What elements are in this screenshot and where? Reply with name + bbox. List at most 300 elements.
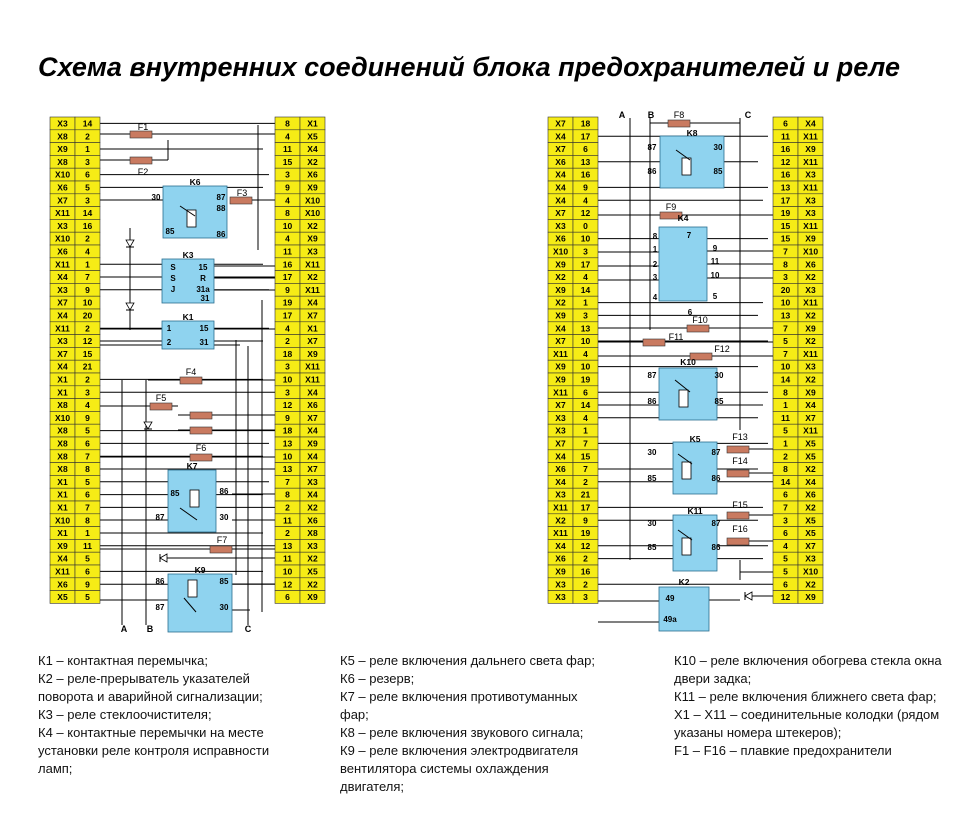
left-connector-label: 6: [285, 592, 290, 603]
right-connector-row: [773, 168, 823, 181]
fuse: [210, 546, 232, 553]
right-connector-label: X4: [555, 131, 566, 142]
right-connector-label: X2: [555, 297, 566, 308]
left-connector-label: X6: [57, 182, 68, 193]
left-connector-label: 13: [282, 438, 293, 449]
right-connector-label: 7: [583, 464, 588, 475]
left-connector-label: 9: [285, 284, 290, 295]
relay-coil: [187, 210, 196, 227]
left-connector-label: 8: [285, 118, 290, 129]
left-connector-label: X7: [307, 336, 318, 347]
right-connector-row: [773, 475, 823, 488]
right-connector-label: 3: [583, 592, 588, 603]
legend-line: поворота и аварийной сигнализации;: [38, 689, 263, 704]
right-connector-label: 21: [580, 489, 591, 500]
right-connector-label: 13: [780, 310, 791, 321]
relay-pin-label: 86: [711, 474, 721, 483]
relay-name: K11: [687, 506, 703, 516]
left-connector-label: 7: [85, 272, 90, 283]
right-connector-label: 7: [783, 502, 788, 513]
right-connector-label: X3: [555, 412, 566, 423]
diagram-title: Схема внутренних соединений блока предохранителей и реле: [38, 52, 901, 82]
right-connector-row: [773, 527, 823, 540]
right-connector-label: X4: [555, 169, 566, 180]
right-connector-label: 2: [583, 476, 588, 487]
left-connector-label: X10: [54, 412, 71, 423]
right-connector-label: X4: [555, 323, 566, 334]
right-connector-label: 13: [780, 182, 791, 193]
right-connector-label: 6: [783, 118, 788, 129]
right-connector-label: 13: [580, 323, 591, 334]
left-connector-row: [50, 386, 100, 399]
right-connector-row: [773, 514, 823, 527]
right-connector-label: X9: [555, 566, 566, 577]
legend-line: К10 – реле включения обогрева стекла окна: [674, 653, 942, 668]
left-connector-label: 5: [85, 476, 90, 487]
right-connector-label: X3: [805, 208, 816, 219]
diode: [160, 554, 167, 562]
right-connector-row: [773, 463, 823, 476]
relay-pin-label: 87: [711, 448, 721, 457]
left-connector-label: X4: [57, 272, 68, 283]
right-connector-row: [548, 539, 598, 552]
right-connector-label: 5: [783, 425, 788, 436]
relay-pin-label: 49a: [663, 615, 677, 624]
relay-pin-label: 86: [219, 487, 229, 496]
right-connector-row: [548, 347, 598, 360]
right-connector-row: [548, 309, 598, 322]
right-connector-label: X4: [555, 476, 566, 487]
fuse-label: F15: [732, 500, 748, 510]
fuse: [727, 512, 749, 519]
left-connector-row: [50, 143, 100, 156]
right-connector-label: 11: [781, 412, 790, 423]
left-connector-label: 8: [85, 464, 90, 475]
left-connector-label: X9: [307, 182, 318, 193]
left-connector-row: [275, 450, 325, 463]
right-connector-row: [773, 194, 823, 207]
right-connector-label: 9: [583, 515, 588, 526]
right-connector-row: [773, 219, 823, 232]
fuse-label: F13: [732, 432, 748, 442]
right-connector-row: [548, 552, 598, 565]
right-connector-label: X7: [805, 540, 816, 551]
right-connector-row: [548, 373, 598, 386]
left-connector-row: [275, 463, 325, 476]
right-connector-row: [773, 130, 823, 143]
right-connector-label: X11: [803, 182, 818, 193]
left-connector-row: [50, 463, 100, 476]
right-connector-row: [548, 194, 598, 207]
fuse-label: F4: [185, 367, 197, 377]
left-connector-label: 1: [85, 528, 90, 539]
right-connector-label: X3: [555, 579, 566, 590]
left-connector-label: X1: [57, 374, 68, 385]
left-connector-row: [275, 360, 325, 373]
right-connector-label: X10: [802, 246, 819, 257]
legend-line: К4 – контактные перемычки на месте: [38, 725, 264, 740]
right-connector-label: X9: [555, 284, 566, 295]
right-connector-label: 16: [780, 169, 791, 180]
left-connector-row: [275, 475, 325, 488]
right-connector-label: X3: [805, 553, 816, 564]
relay-pin-label: 30: [219, 603, 229, 612]
left-connector-label: 5: [85, 425, 90, 436]
right-connector-label: 10: [780, 361, 791, 372]
relay-pin-label: 4: [652, 293, 658, 302]
right-connector-label: 13: [580, 156, 591, 167]
right-connector-row: [548, 207, 598, 220]
left-connector-label: 6: [85, 489, 90, 500]
right-connector-label: 6: [583, 144, 588, 155]
left-connector-row: [275, 258, 325, 271]
left-connector-label: X3: [307, 540, 318, 551]
left-connector-row: [50, 591, 100, 604]
right-connector-row: [548, 335, 598, 348]
right-connector-label: X10: [552, 246, 569, 257]
legend-line: вентилятора системы охлаждения: [340, 761, 549, 776]
right-connector-label: X10: [802, 566, 819, 577]
right-connector-label: X11: [803, 297, 818, 308]
legend-line: F1 – F16 – плавкие предохранители: [674, 743, 892, 758]
fuse-label: F9: [665, 202, 677, 212]
right-connector-row: [773, 565, 823, 578]
right-connector-row: [548, 501, 598, 514]
right-connector-label: 4: [583, 348, 588, 359]
right-connector-label: X9: [805, 323, 816, 334]
fuse: [668, 120, 690, 127]
relay-name: K4: [677, 213, 689, 223]
left-connector-row: [275, 271, 325, 284]
right-connector-label: 20: [780, 284, 791, 295]
right-connector-row: [548, 143, 598, 156]
right-connector-row: [773, 424, 823, 437]
left-connector-label: 8: [85, 515, 90, 526]
left-connector-row: [50, 399, 100, 412]
right-connector-label: 19: [580, 528, 591, 539]
left-connector-row: [50, 527, 100, 540]
right-connector-row: [773, 411, 823, 424]
relay-pin-label: 9: [712, 244, 718, 253]
right-connector-row: [548, 322, 598, 335]
right-connector-label: X3: [805, 284, 816, 295]
relay-name: K2: [678, 577, 690, 587]
fuse: [687, 325, 709, 332]
left-connector-label: X5: [307, 566, 318, 577]
left-connector-label: X9: [307, 592, 318, 603]
relay-coil: [679, 390, 688, 407]
left-connector-row: [275, 386, 325, 399]
right-connector-label: 4: [583, 412, 588, 423]
right-connector-label: X9: [555, 310, 566, 321]
left-connector-label: X8: [57, 464, 68, 475]
right-connector-label: 3: [783, 515, 788, 526]
right-connector-label: 6: [583, 387, 588, 398]
right-connector-row: [548, 245, 598, 258]
left-connector-label: 15: [282, 156, 293, 167]
right-connector-label: X4: [805, 400, 816, 411]
right-connector-label: X11: [803, 425, 818, 436]
left-connector-row: [275, 424, 325, 437]
right-connector-row: [773, 283, 823, 296]
right-connector-label: X5: [805, 528, 816, 539]
right-connector-label: 2: [583, 579, 588, 590]
bus-label: A: [618, 110, 626, 120]
left-connector-label: X4: [307, 144, 318, 155]
legend-line: двери задка;: [674, 671, 752, 686]
relay-pin-label: 87: [647, 143, 657, 152]
relay-name: K5: [689, 434, 701, 444]
left-connector-row: [275, 245, 325, 258]
legend-line: К1 – контактная перемычка;: [38, 653, 208, 668]
right-connector-row: [773, 539, 823, 552]
left-connector-row: [50, 232, 100, 245]
right-connector-label: 15: [780, 233, 791, 244]
right-connector-row: [773, 450, 823, 463]
left-connector-row: [275, 539, 325, 552]
left-connector-label: 3: [285, 361, 290, 372]
right-connector-label: 1: [583, 297, 588, 308]
right-connector-row: [548, 437, 598, 450]
left-connector-label: 4: [285, 323, 290, 334]
right-connector-label: 15: [780, 220, 791, 231]
left-connector-row: [50, 539, 100, 552]
right-connector-label: X2: [555, 515, 566, 526]
right-connector-row: [773, 501, 823, 514]
right-connector-row: [773, 143, 823, 156]
bus-label: C: [744, 110, 752, 120]
left-connector-label: 7: [285, 476, 290, 487]
left-connector-label: X8: [57, 131, 68, 142]
right-connector-label: 1: [783, 438, 788, 449]
left-connector-label: 12: [82, 336, 93, 347]
relay-pin-label: 86: [216, 230, 226, 239]
relay-name: K8: [686, 128, 698, 138]
right-connector-label: 7: [783, 348, 788, 359]
right-connector-label: 3: [783, 272, 788, 283]
left-connector-row: [275, 207, 325, 220]
relay-pin-label: 30: [713, 143, 723, 152]
right-connector-row: [548, 386, 598, 399]
relay-body: [673, 442, 717, 494]
right-connector-row: [773, 155, 823, 168]
fuse-label: F6: [195, 443, 207, 453]
left-connector-label: X4: [57, 310, 68, 321]
right-connector-row: [773, 207, 823, 220]
left-connector-label: 3: [285, 387, 290, 398]
right-connector-label: 6: [783, 579, 788, 590]
right-connector-label: X4: [805, 476, 816, 487]
left-connector-label: X2: [307, 156, 318, 167]
left-connector-row: [50, 296, 100, 309]
right-connector-row: [773, 296, 823, 309]
right-connector-label: X9: [805, 144, 816, 155]
fuse: [190, 427, 212, 434]
right-connector-row: [548, 258, 598, 271]
left-connector-row: [275, 552, 325, 565]
right-connector-row: [548, 271, 598, 284]
right-connector-label: X4: [555, 540, 566, 551]
left-connector-label: 11: [83, 540, 92, 551]
left-connector-label: X7: [307, 412, 318, 423]
left-connector-row: [50, 155, 100, 168]
right-connector-row: [773, 437, 823, 450]
left-connector-row: [50, 181, 100, 194]
left-connector-label: 6: [85, 566, 90, 577]
right-connector-row: [773, 117, 823, 130]
right-connector-label: X3: [555, 489, 566, 500]
diode: [144, 422, 152, 429]
left-connector-row: [275, 411, 325, 424]
right-connector-row: [773, 552, 823, 565]
relay-pin-label: 87: [155, 513, 165, 522]
right-connector-row: [548, 360, 598, 373]
relay-pin-label: 30: [647, 519, 657, 528]
fuse: [230, 197, 252, 204]
left-connector-row: [275, 194, 325, 207]
left-connector-label: X10: [54, 515, 71, 526]
left-connector-label: X10: [54, 169, 71, 180]
left-connector-label: X9: [307, 233, 318, 244]
right-connector-label: X5: [805, 515, 816, 526]
right-connector-label: X5: [805, 451, 816, 462]
left-connector-row: [50, 219, 100, 232]
relay-name: K9: [194, 565, 206, 575]
right-connector-label: X11: [553, 387, 568, 398]
left-connector-row: [275, 283, 325, 296]
relay-pin-label: 1: [166, 324, 172, 333]
right-connector-row: [773, 347, 823, 360]
right-connector-row: [548, 296, 598, 309]
right-connector-row: [548, 591, 598, 604]
right-connector-row: [548, 450, 598, 463]
right-connector-label: X9: [555, 374, 566, 385]
legend-line: К3 – реле стеклоочистителя;: [38, 707, 212, 722]
right-connector-label: X11: [803, 131, 818, 142]
right-connector-row: [548, 565, 598, 578]
relay-pin-label: 5: [712, 292, 718, 301]
left-connector-label: 13: [282, 464, 293, 475]
left-connector-label: X3: [57, 220, 68, 231]
right-connector-row: [548, 488, 598, 501]
right-connector-label: X5: [805, 438, 816, 449]
relay-pin-label: 85: [647, 474, 657, 483]
right-connector-row: [548, 219, 598, 232]
right-connector-row: [773, 386, 823, 399]
relay-pin-label: S: [170, 274, 176, 283]
right-connector-label: X4: [805, 118, 816, 129]
relay-pin-label: 30: [151, 193, 161, 202]
right-connector-label: 16: [780, 144, 791, 155]
relay-pin-label: 85: [219, 577, 229, 586]
right-connector-row: [548, 130, 598, 143]
left-connector-label: 18: [282, 348, 293, 359]
left-connector-label: X9: [57, 540, 68, 551]
legend-line: К7 – реле включения противотуманных: [340, 689, 578, 704]
right-connector-label: 12: [580, 540, 591, 551]
right-connector-row: [548, 578, 598, 591]
left-connector-label: 1: [85, 144, 90, 155]
left-connector-label: X4: [57, 361, 68, 372]
left-connector-label: X3: [307, 476, 318, 487]
left-connector-label: 10: [82, 297, 93, 308]
left-connector-label: X11: [305, 284, 320, 295]
left-connector-row: [50, 514, 100, 527]
left-connector-label: 11: [283, 144, 292, 155]
left-connector-label: X8: [57, 400, 68, 411]
right-connector-label: 17: [580, 502, 591, 513]
left-connector-row: [275, 501, 325, 514]
relay-pin-label: 2: [652, 260, 658, 269]
relay-coil: [682, 462, 691, 479]
left-connector-label: 3: [85, 156, 90, 167]
right-connector-label: 19: [780, 208, 791, 219]
relay-coil: [190, 490, 199, 507]
right-connector-label: X7: [555, 208, 566, 219]
left-connector-row: [50, 335, 100, 348]
left-connector-row: [275, 143, 325, 156]
right-connector-label: 14: [780, 374, 791, 385]
fuse-label: F3: [236, 188, 248, 198]
right-connector-label: 7: [583, 438, 588, 449]
right-connector-label: 7: [783, 246, 788, 257]
left-connector-row: [50, 373, 100, 386]
legend-line: ламп;: [38, 761, 73, 776]
right-connector-label: X11: [553, 348, 568, 359]
relay-pin-label: 85: [170, 489, 180, 498]
left-connector-label: X8: [307, 528, 318, 539]
right-connector-label: X11: [803, 220, 818, 231]
legend-line: установки реле контроля исправности: [38, 743, 270, 758]
blocks: [50, 110, 823, 634]
right-connector-label: 9: [583, 182, 588, 193]
relay-pin-label: 8: [652, 232, 658, 241]
right-connector-row: [548, 424, 598, 437]
left-connector-label: 3: [85, 195, 90, 206]
right-connector-row: [548, 475, 598, 488]
fuse-label: F12: [714, 344, 730, 354]
right-connector-label: 12: [580, 208, 591, 219]
right-connector-label: 8: [783, 464, 788, 475]
left-connector-row: [50, 168, 100, 181]
left-connector-row: [275, 527, 325, 540]
right-connector-label: 14: [780, 476, 791, 487]
left-connector-label: 7: [85, 502, 90, 513]
left-connector-row: [275, 117, 325, 130]
right-connector-label: 17: [580, 131, 591, 142]
relay-pin-label: 11: [710, 257, 720, 266]
left-connector-row: [50, 322, 100, 335]
fuse: [150, 403, 172, 410]
left-connector-row: [275, 591, 325, 604]
right-connector-label: X4: [555, 182, 566, 193]
diode: [745, 592, 752, 600]
legend-line: двигателя;: [340, 779, 404, 794]
right-connector-label: 16: [580, 566, 591, 577]
left-connector-label: X4: [57, 553, 68, 564]
legend-column-1: [38, 652, 308, 778]
left-connector-label: X4: [307, 425, 318, 436]
left-connector-row: [275, 514, 325, 527]
left-connector-row: [50, 283, 100, 296]
left-connector-label: X6: [57, 246, 68, 257]
left-connector-row: [50, 194, 100, 207]
left-connector-label: X3: [307, 246, 318, 257]
diode: [126, 240, 134, 247]
left-connector-row: [50, 450, 100, 463]
right-connector-label: 8: [783, 387, 788, 398]
left-connector-label: X7: [307, 464, 318, 475]
